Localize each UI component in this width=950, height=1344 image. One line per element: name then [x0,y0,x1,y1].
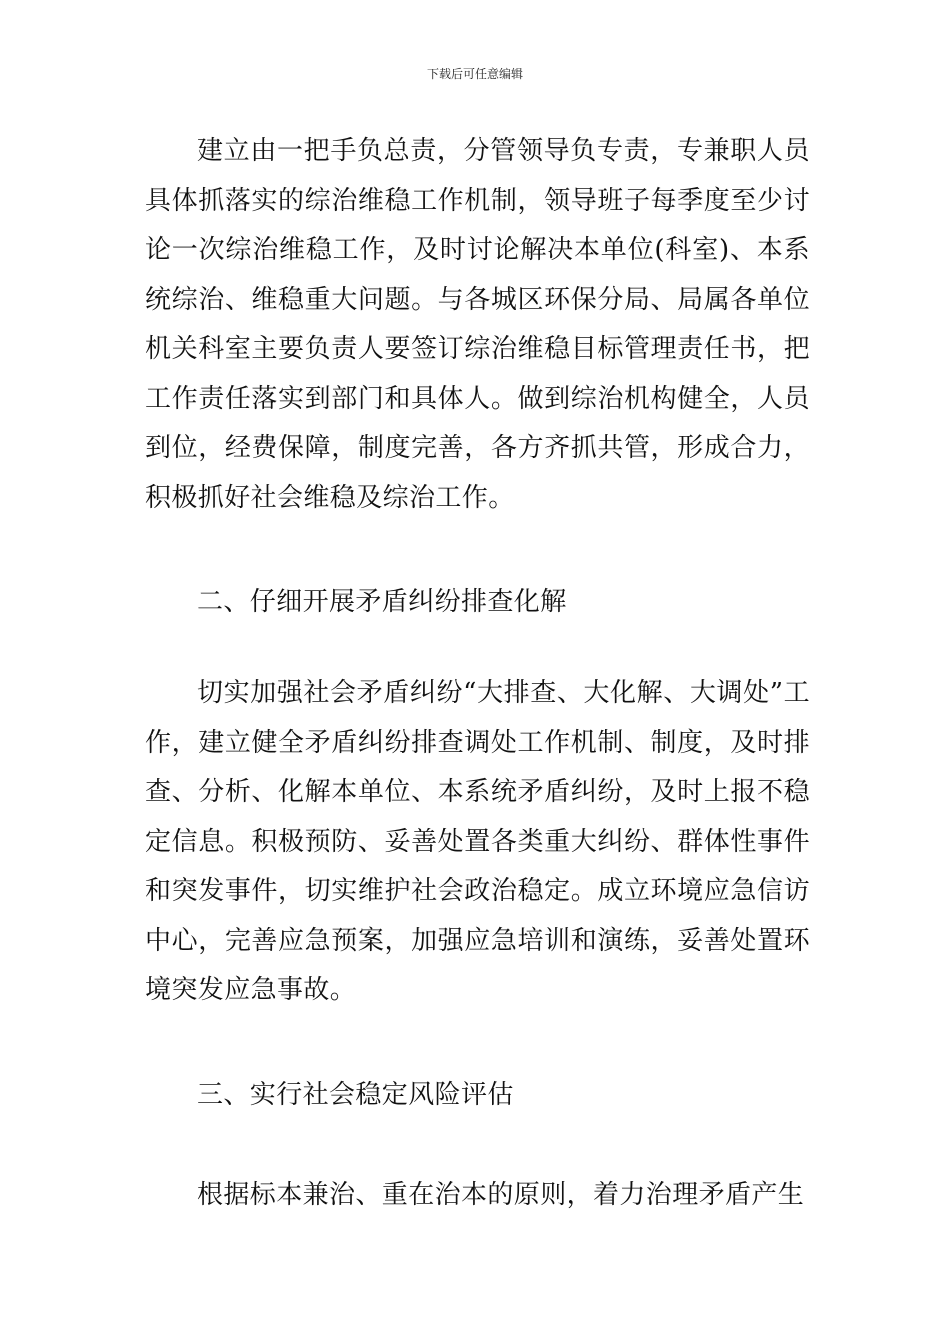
paragraph-risk-assessment: 根据标本兼治、重在治本的原则，着力治理矛盾产生 [197,1180,805,1210]
paragraph-work-mechanism: 建立由一把手负总责，分管领导负专责，专兼职人员具体抓落实的综治维稳工作机制，领导班子每季度至少讨论一次综治维稳工作，及时讨论解决本单位(科室)、本系统综治、维稳重大问题。与各城区环保分局、局属各单位机关科室主要负责人要签订综治维稳目标管理责任书，把工作责任落实到部门和具体人。做到综治机构健全，人员到位，经费保障，制度完善，各方齐抓共管，形成合力，积极抓好社会维稳及综治工作。 [145,136,810,513]
section-heading-dispute-resolution: 二、仔细开展矛盾纠纷排查化解 [197,587,567,617]
paragraph-dispute-resolution: 切实加强社会矛盾纠纷“大排查、大化解、大调处”工作，建立健全矛盾纠纷排查调处工作机制、制度，及时排查、分析、化解本单位、本系统矛盾纠纷，及时上报不稳定信息。积极预防、妥善处置各类重大纠纷、群体性事件和突发事件，切实维护社会政治稳定。成立环境应急信访中心，完善应急预案，加强应急培训和演练，妥善处置环境突发应急事故。 [145,678,810,1005]
section-heading-risk-assessment: 三、实行社会稳定风险评估 [197,1080,514,1110]
page-header-note: 下载后可任意编辑 [426,67,523,81]
